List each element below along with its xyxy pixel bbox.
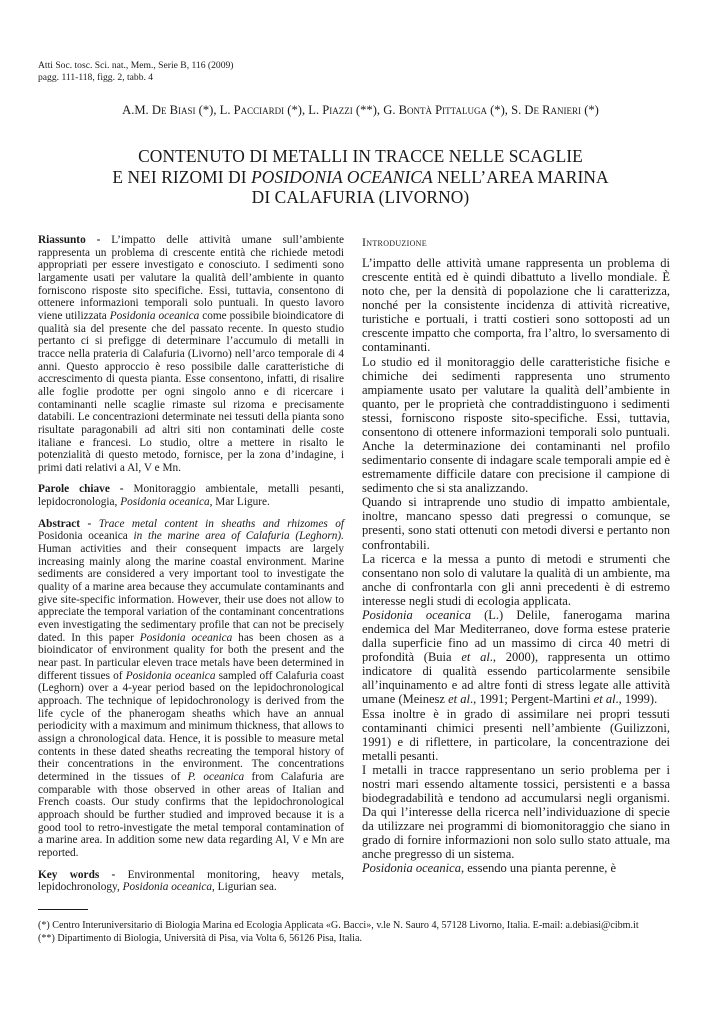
footnote-affiliation-2: (**) Dipartimento di Biologia, Università di Pisa, via Volta 6, 56126 Pisa, Italia. (38, 933, 362, 944)
title-line: CONTENUTO DI METALLI IN TRACCE NELLE SCAGLIE (138, 146, 583, 166)
journal-citation-line: Atti Soc. tosc. Sci. nat., Mem., Serie B, 116 (2009) (38, 60, 234, 71)
author: A.M. De Biasi (*), (122, 103, 220, 117)
author: L. Pacciardi (*), (219, 103, 309, 117)
footnote-divider (38, 909, 88, 910)
abstract-paragraph: Abstract - Trace metal content in sheaths and rhizomes of Posidonia oceanica in the marine area of Calafuria (Leghorn). Human activities and their consequent impacts are largely increasing mainly along the marine coastal environment. Marine sediments are considered a very important tool to investigate the quality of a marine area because they accumulate contaminants and give site-specific information. However, their use does not allow to appreciate the temporal variation of the contaminant concentrations even investigating the sedimentary profile that can not be precisely dated. In this paper Posidonia oceanica has been chosen as a bioindicator of environment quality for both the present and the near past. In particular eleven trace metals have been determined in different tissues of Posidonia oceanica sampled off Calafuria coast (Leghorn) over a 4-year period based on the lepidochronological approach. The technique of lepidochronology is derived from the life cycle of the phanerogam sheaths which have an annual periodicity with a maximum and minimum thickness, that allows to assign a chronological data. Hence, it is possible to measure metal contents in these dated sheaths recreating the temporal history of their concentrations in the environment. The concentrations determined in the tissues of P. oceanica from Calafuria are comparable with those observed in other areas of Italian and French coasts. Our study confirms that the lepidochronological approach should be further studied and improved because it is a good tool to retro-investigate the metal temporal contamination of a marine area. In addition some new data regarding Al, V e Mn are reported. (38, 517, 345, 859)
body-paragraph: L’impatto delle attività umane rappresenta un problema di crescente entità ed è quindi dibattuto a livello mondiale. È noto che, per la densità di popolazione che li caratterizza, nonché per la consistente incidenza di attività ricreative, turistiche e portuali, i tratti costieri sono sottoposti ad un crescente impatto che comporta, fra l’altro, lo sversamento di contaminanti. (362, 256, 670, 355)
body-paragraph: Posidonia oceanica (L.) Delile, fanerogama marina endemica del Mar Mediterraneo, dove forma estese praterie dalla superficie fino ad un massimo di circa 40 metri di profondità (Buia et al., 2000), rappresenta un ottimo indicatore di qualità essendo particolarmente sensibile all’inquinamento e ad altre fonti di stress legate alle attività umane (Meinesz et al., 1991; Pergent-Martini et al., 1999). (362, 607, 671, 707)
body-paragraph: I metalli in tracce rappresentano un serio problema per i nostri mari essendo altamente tossici, persistenti e a bassa biodegradabilità e tendono ad accumularsi negli organismi. Da qui l’interesse della ricerca nell’individuazione di specie da utilizzare nei programmi di biomonitoraggio che siano in grado di fornire informazioni non solo sullo stato attuale, ma anche pregresso di un sistema. (362, 762, 670, 862)
paper-title (40, 146, 681, 208)
right-column (362, 256, 670, 875)
title-line: E NEI RIZOMI DI POSIDONIA OCEANICA NELL’AREA MARINA (112, 166, 609, 187)
riassunto-paragraph: Riassunto - L’impatto delle attività umane sull’ambiente rappresenta un problema di crescente entità che richiede metodi appropriati per essere investigato e conosciuto. I sedimenti sono largamente usati per valutare la qualità dell’ambiente in quanto forniscono risposte sito specifiche. Essi, tuttavia, consentono di ottenere informazioni temporali solo puntuali. In questo lavoro viene utilizzata Posidonia oceanica come possibile bioindicatore di qualità sia del presente che del passato recente. In questo studio pertanto ci si prefigge di determinare l’accumulo di metalli in tracce nella prateria di Calafuria (Livorno) nell’arco temporale di 4 anni. Questo approccio è reso possibile dalle caratteristiche di accrescimento di questa pianta. Esse consentono, infatti, di risalire alle foglie prodotte per ogni singolo anno e di ricercare i contaminanti nelle scaglie rimaste sul rizoma e precisamente databili. Le concentrazioni determinate nei tessuti della pianta sono risultate paragonabili ad altri siti non contaminati delle coste italiane e francesi. Lo studio, oltre a mettere in risalto le potenzialità di questo metodo, fornisce, per la zona d’indagine, i primi dati relativi a Al, V e Mn. (38, 234, 345, 474)
title-line: DI CALAFURIA (LIVORNO) (251, 187, 470, 207)
left-column (38, 234, 344, 903)
footnotes (38, 919, 678, 945)
author-list (0, 103, 721, 118)
key-words-paragraph: Key words - Environmental monitoring, heavy metals, lepidochronology, Posidonia oceanica, Ligurian sea. (38, 868, 344, 894)
author: L. Piazzi (**), (308, 103, 384, 117)
author: S. De Ranieri (*) (511, 103, 599, 117)
section-heading-introduzione: Introduzione (362, 235, 427, 249)
journal-citation (38, 60, 234, 83)
parole-chiave-paragraph: Parole chiave - Monitoraggio ambientale, metalli pesanti, lepidocronologia, Posidonia oceanica, Mar Ligure. (38, 483, 344, 509)
body-paragraph: Lo studio ed il monitoraggio delle caratteristiche fisiche e chimiche dei sedimenti rappresenta uno strumento ampiamente usato per valutare la qualità dell’ambiente in quanto, per le proprietà che contraddistinguono i sedimenti stessi, forniscono risposte sito-specifiche. Essi, tuttavia, consentono di ottenere informazioni temporali solo puntuali. Anche la determinazione dei contaminanti nel profilo sedimentario consente di indagare scale temporali ampie ed è estremamente difficile datare con precisione il campione di sedimento che si sta analizzando. (362, 354, 670, 496)
body-paragraph: Essa inoltre è in grado di assimilare nei propri tessuti contaminanti chimici presenti nell’ambiente (Guilizzoni, 1991) e di riflettere, in particolare, la concentrazione dei metalli pesanti. (362, 706, 670, 763)
body-paragraph: Posidonia oceanica, essendo una pianta perenne, è (362, 861, 617, 876)
body-paragraph: La ricerca e la messa a punto di metodi e strumenti che consentano non solo di valutare la qualità di un ambiente, ma anche di confrontarla con gli anni precedenti è di estremo interesse negli studi di ecologia applicata. (362, 551, 670, 608)
author: G. Bontà Pittaluga (*), (383, 103, 512, 117)
journal-pages-line: pagg. 111-118, figg. 2, tabb. 4 (38, 71, 154, 83)
footnote-affiliation-1: (*) Centro Interuniversitario di Biologia Marina ed Ecologia Applicata «G. Bacci», v.le N. Sauro 4, 57128 Livorno, Italia. E-mail: a.debiasi@cibm.it (38, 920, 639, 931)
body-paragraph: Quando si intraprende uno studio di impatto ambientale, inoltre, mancano spesso dati pregressi o comunque, se presenti, sono stati ottenuti con metodi diversi e pertanto non confrontabili. (362, 495, 670, 552)
